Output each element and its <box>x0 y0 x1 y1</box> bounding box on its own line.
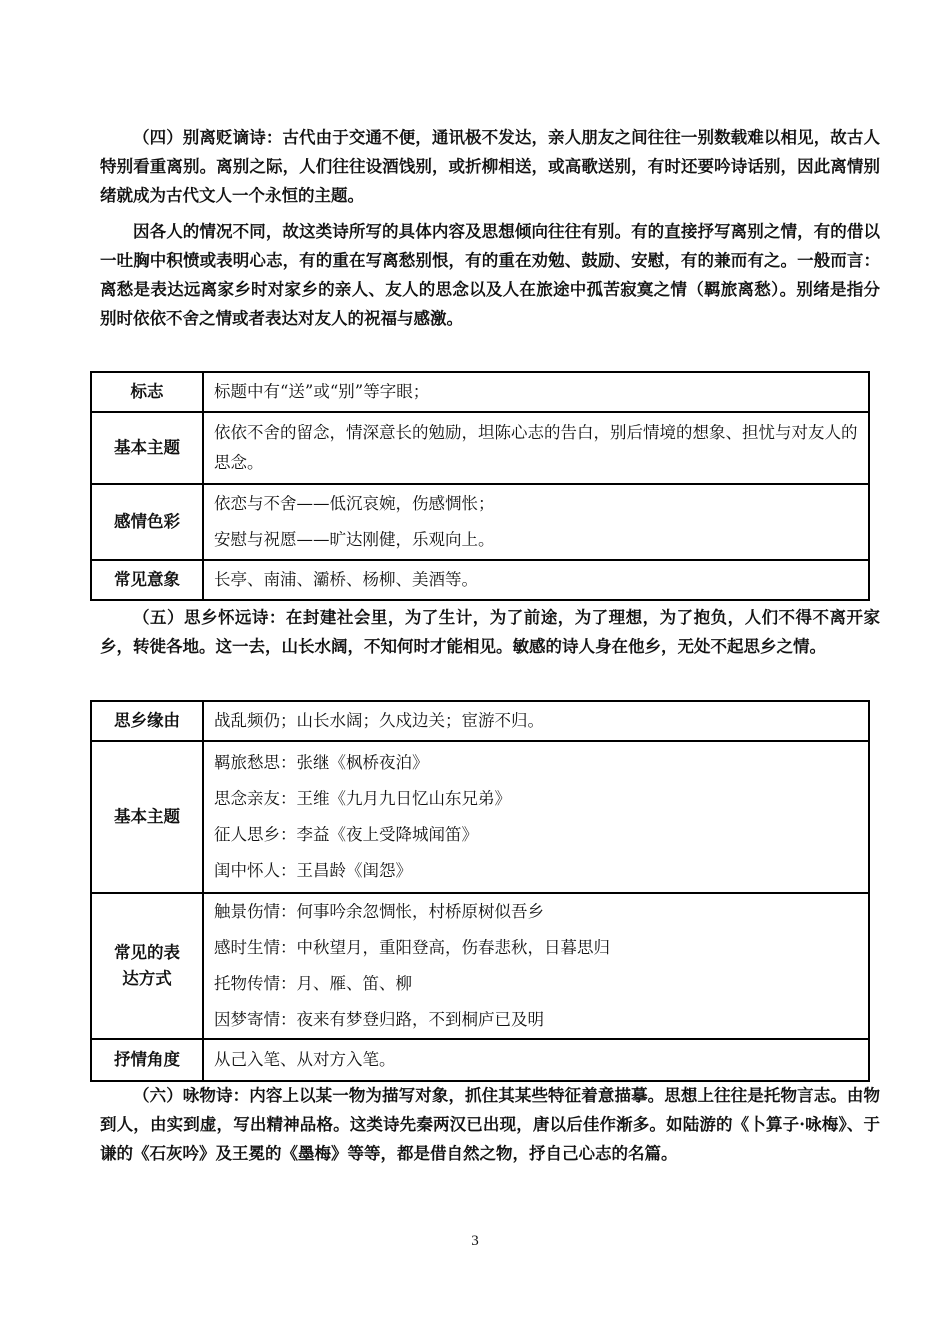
section6-intro: （六）咏物诗：内容上以某一物为描写对象，抓住其某些特征着意描摹。思想上往往是托物言志。由物到人，由实到虚，写出精神品格。这类诗先秦两汉已出现，唐以后佳作渐多。如陆游的《卜算子·咏梅》、于谦的《石灰吟》及王冕的《墨梅》等等，都是借自然之物，抒自己心志的名篇。 <box>100 1086 880 1163</box>
table-content-line: 征人思乡：李益《夜上受降城闻笛》 <box>214 825 478 844</box>
table-label-cell: 常见的表达方式 <box>91 893 203 1039</box>
table-content-cell <box>203 741 869 893</box>
table-content-cell: 战乱频仍；山长水阔；久戍边关；宦游不归。 <box>203 701 869 741</box>
table-row <box>91 560 869 600</box>
table-content-cell: 从己入笔、从对方入笔。 <box>203 1039 869 1081</box>
section4-detail: 因各人的情况不同，故这类诗所写的具体内容及思想倾向往往有别。有的直接抒写离别之情，有的借以一吐胸中积愤或表明心志，有的重在写离愁别恨，有的重在劝勉、鼓励、安慰，有的兼而有之。一般而言：离愁是表达远离家乡时对家乡的亲人、友人的思念以及人在旅途中孤苦寂寞之情（羁旅离愁）。别绪是指分别时依依不舍之情或者表达对友人的祝福与感激。 <box>100 222 880 328</box>
table-content-line: 触景伤情：何事吟余忽惆怅，村桥原树似吾乡 <box>214 902 544 921</box>
table-content-cell: 依依不舍的留念，情深意长的勉励，坦陈心志的告白，别后情境的想象、担忧与对友人的思念。 <box>203 412 869 484</box>
table-row <box>91 701 869 741</box>
table-content-line: 闺中怀人：王昌龄《闺怨》 <box>214 861 412 880</box>
table-row <box>91 893 869 1039</box>
table-label-cell: 抒情角度 <box>91 1039 203 1081</box>
table-content-cell: 长亭、南浦、灞桥、杨柳、美酒等。 <box>203 560 869 600</box>
table-label-cell: 感情色彩 <box>91 484 203 560</box>
table-row <box>91 1039 869 1081</box>
farewell-poetry-table <box>90 371 870 601</box>
table-row <box>91 741 869 893</box>
table-content-line: 因梦寄情：夜来有梦登归路，不到桐庐已及明 <box>214 1010 544 1029</box>
table-content-cell <box>203 893 869 1039</box>
table-content-cell <box>203 484 869 560</box>
table-content-line: 思念亲友：王维《九月九日忆山东兄弟》 <box>214 789 511 808</box>
page-number: 3 <box>471 1233 479 1249</box>
table-label-cell: 基本主题 <box>91 741 203 893</box>
table-label-cell: 常见意象 <box>91 560 203 600</box>
table-row <box>91 412 869 484</box>
table-row <box>91 372 869 412</box>
section4-intro: （四）别离贬谪诗：古代由于交通不便，通讯极不发达，亲人朋友之间往往一别数载难以相见，故古人特别看重离别。离别之际，人们往往设酒饯别，或折柳相送，或高歌送别，有时还要吟诗话别，因此离情别绪就成为古代文人一个永恒的主题。 <box>100 128 880 205</box>
table-content-line: 安慰与祝愿——旷达刚健，乐观向上。 <box>214 530 495 549</box>
section5-intro: （五）思乡怀远诗：在封建社会里，为了生计，为了前途，为了理想，为了抱负，人们不得不离开家乡，转徙各地。这一去，山长水阔，不知何时才能相见。敏感的诗人身在他乡，无处不起思乡之情。 <box>100 608 880 656</box>
table-content-line: 感时生情：中秋望月，重阳登高，伤春悲秋，日暮思归 <box>214 938 610 957</box>
table-content-line: 托物传情：月、雁、笛、柳 <box>214 974 412 993</box>
table-label-cell: 基本主题 <box>91 412 203 484</box>
table-row <box>91 484 869 560</box>
table-label-cell: 标志 <box>91 372 203 412</box>
table-content-cell: 标题中有“送”或“别”等字眼； <box>203 372 869 412</box>
table-content-line: 依恋与不舍——低沉哀婉，伤感惆怅； <box>214 494 495 513</box>
homesick-poetry-table <box>90 700 870 1082</box>
table-label-cell: 思乡缘由 <box>91 701 203 741</box>
table-content-line: 羁旅愁思：张继《枫桥夜泊》 <box>214 753 429 772</box>
